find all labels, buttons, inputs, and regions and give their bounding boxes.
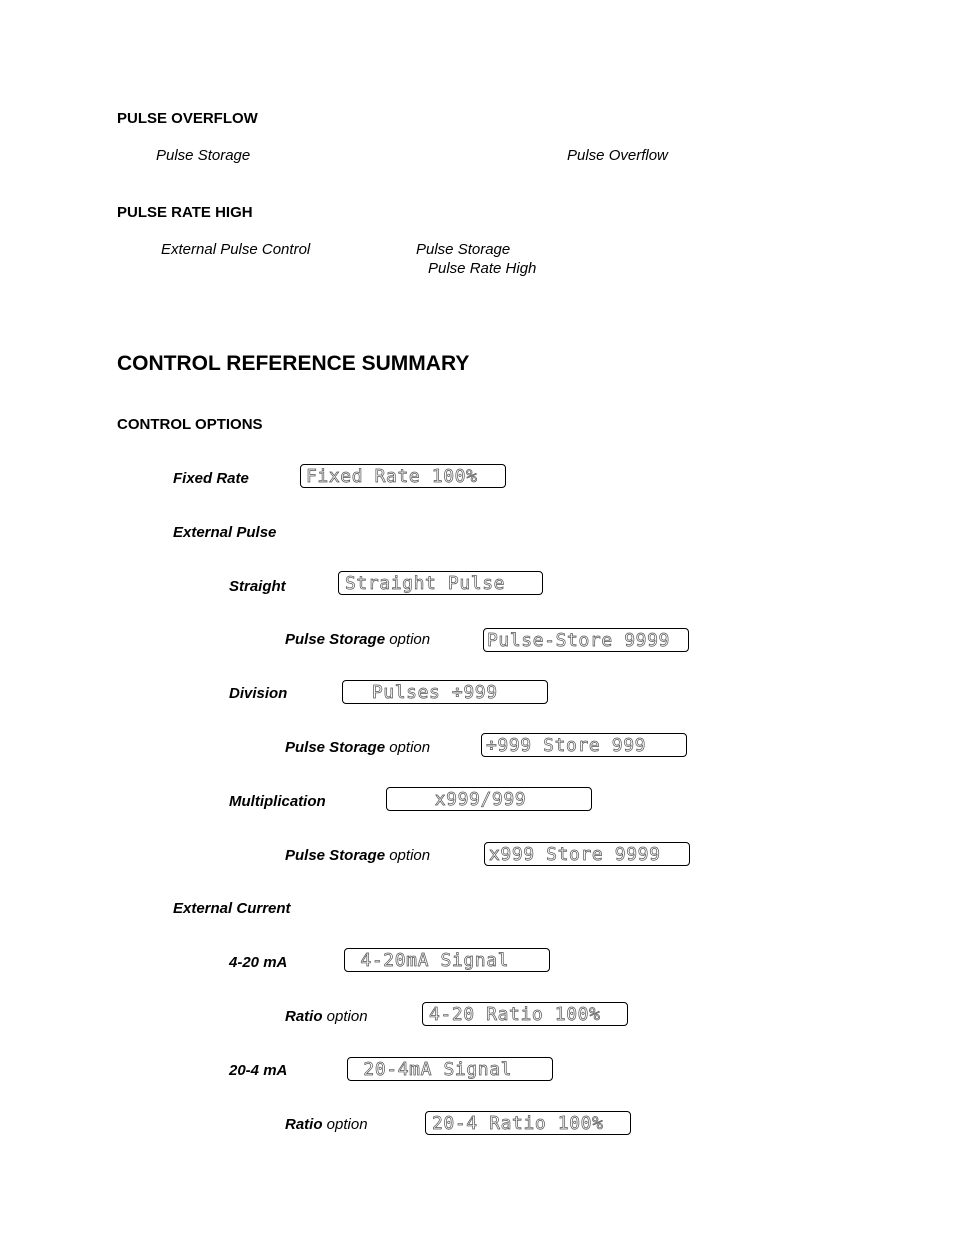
division-display [342, 680, 548, 704]
division-label: Division [229, 685, 288, 702]
external-current-label: External Current [173, 900, 291, 917]
fixed-rate-display-text: Fixed Rate 100% [306, 466, 478, 487]
straight-storage-label-suffix: option [385, 631, 431, 648]
multiplication-storage-display-text: x999 Store 9999 [489, 844, 661, 865]
division-display-text: Pulses ÷999 [349, 682, 498, 703]
straight-display-text: Straight Pulse [345, 573, 506, 594]
multiplication-storage-label-suffix: option [385, 847, 431, 864]
pulse-overflow-heading: PULSE OVERFLOW [117, 110, 258, 127]
division-storage-display-text: ÷999 Store 999 [486, 735, 647, 756]
fixed-rate-display [300, 464, 506, 488]
summary-title: CONTROL REFERENCE SUMMARY [117, 352, 470, 375]
division-storage-label-suffix: option [385, 739, 431, 756]
ma-20-4-ratio-display-text: 20-4 Ratio 100% [432, 1113, 604, 1134]
external-pulse-control-ref: External Pulse Control [161, 241, 311, 258]
pulse-storage-ref-2: Pulse Storage [416, 241, 511, 258]
multiplication-storage-label-bold: Pulse Storage [285, 847, 386, 864]
ma-20-4-ratio-label-bold: Ratio [285, 1116, 323, 1133]
control-options-heading: CONTROL OPTIONS [117, 416, 263, 433]
straight-label: Straight [229, 578, 286, 595]
multiplication-storage-display [484, 842, 690, 866]
ma-20-4-ratio-label-suffix: option [322, 1116, 368, 1133]
pulse-overflow-ref: Pulse Overflow [567, 147, 668, 164]
straight-display [338, 571, 543, 595]
ma-4-20-ratio-display [422, 1002, 628, 1026]
ma-4-20-ratio-display-text: 4-20 Ratio 100% [429, 1004, 601, 1025]
ma-4-20-ratio-label [285, 1008, 368, 1025]
division-storage-label-bold: Pulse Storage [285, 739, 386, 756]
ma-4-20-ratio-label-suffix: option [322, 1008, 368, 1025]
pulse-storage-ref: Pulse Storage [156, 147, 251, 164]
multiplication-storage-label [285, 847, 430, 864]
ma-4-20-display-text: 4-20mA Signal [349, 950, 510, 971]
ma-20-4-display-text: 20-4mA Signal [352, 1059, 513, 1080]
ma-20-4-display [347, 1057, 553, 1081]
ma-20-4-ratio-display [425, 1111, 631, 1135]
straight-storage-label [285, 631, 430, 648]
pulse-rate-high-heading: PULSE RATE HIGH [117, 204, 253, 221]
straight-storage-label-bold: Pulse Storage [285, 631, 386, 648]
multiplication-display-text: x999/999 [389, 789, 527, 810]
ma-4-20-ratio-label-bold: Ratio [285, 1008, 323, 1025]
ma-20-4-ratio-label [285, 1116, 368, 1133]
straight-storage-display-text: Pulse-Store 9999 [487, 630, 670, 651]
pulse-rate-high-ref: Pulse Rate High [428, 260, 537, 277]
ma-4-20-display [344, 948, 550, 972]
division-storage-display [481, 733, 687, 757]
multiplication-label: Multiplication [229, 793, 326, 810]
external-pulse-label: External Pulse [173, 524, 277, 541]
multiplication-display [386, 787, 592, 811]
ma-20-4-label: 20-4 mA [229, 1062, 288, 1079]
straight-storage-display [483, 628, 689, 652]
division-storage-label [285, 739, 430, 756]
ma-4-20-label: 4-20 mA [229, 954, 288, 971]
fixed-rate-label: Fixed Rate [173, 470, 249, 487]
